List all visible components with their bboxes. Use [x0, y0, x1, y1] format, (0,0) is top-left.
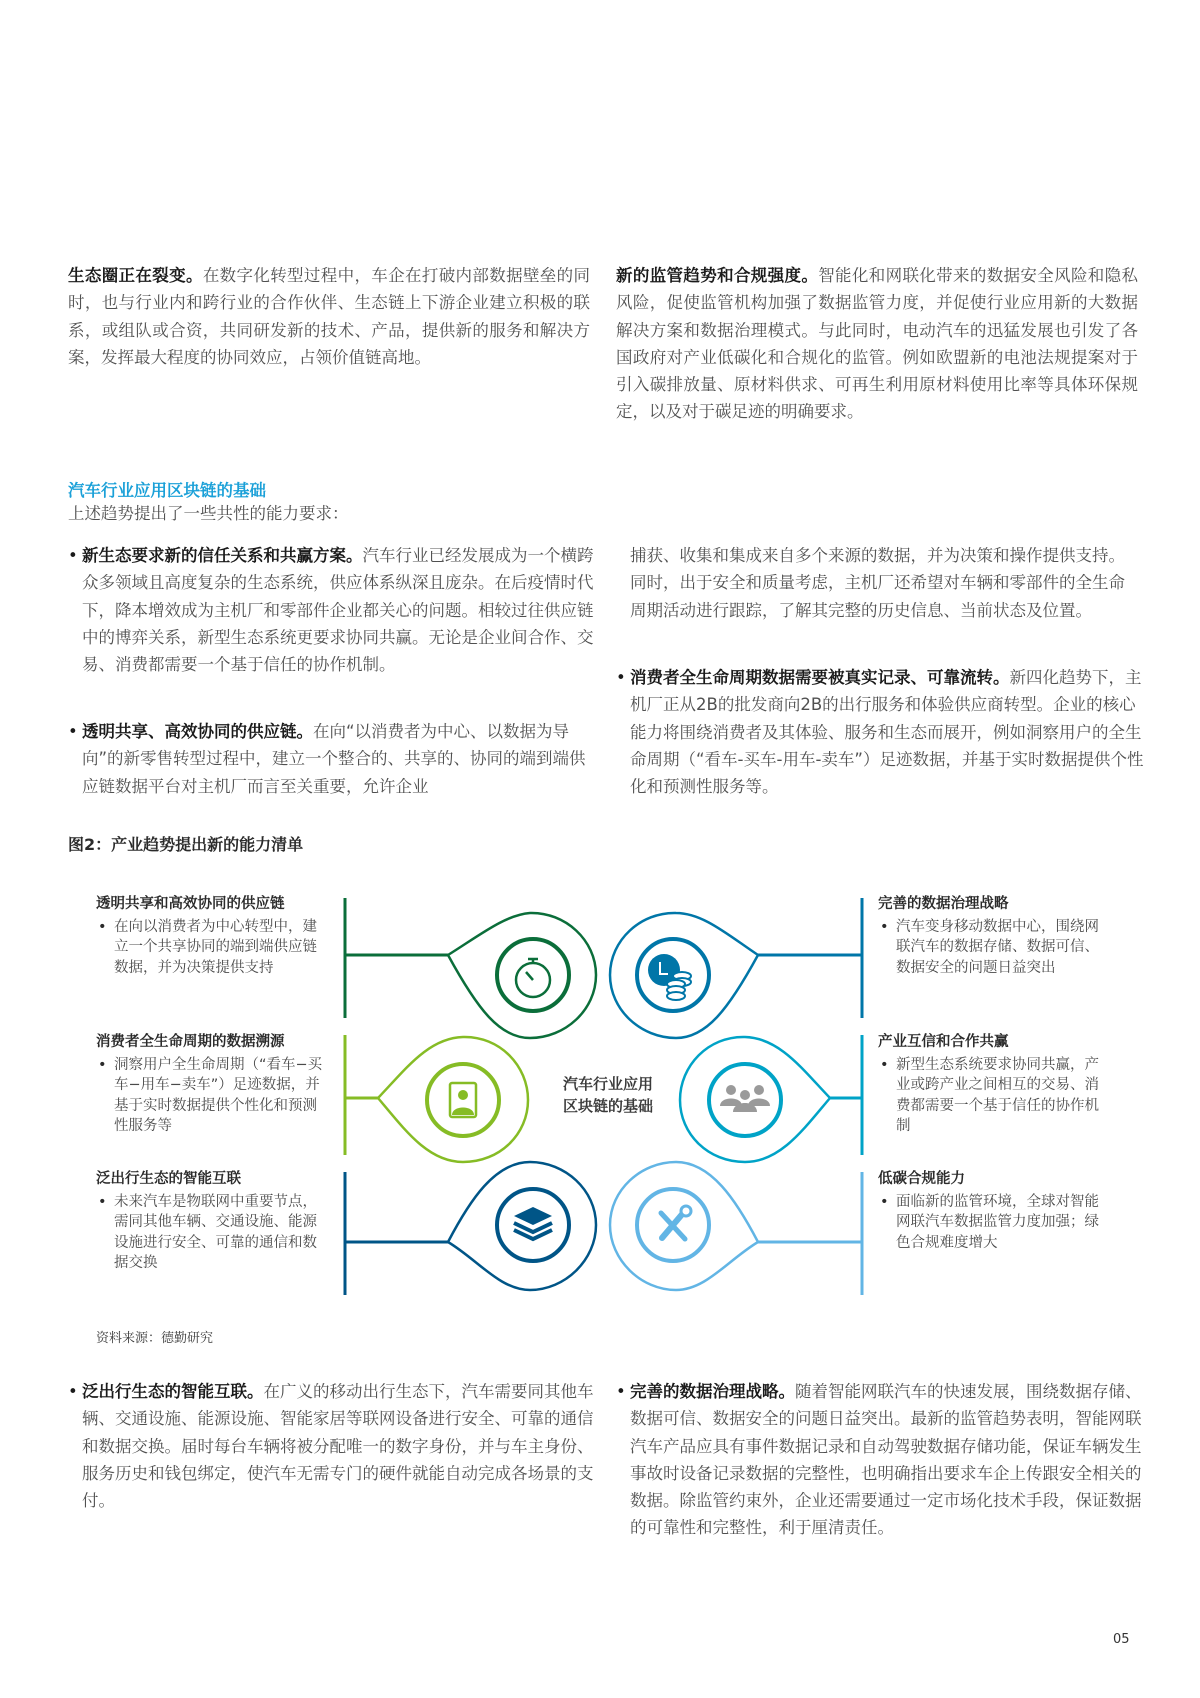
bullet-trust	[68, 542, 594, 678]
drop-supply-chain	[345, 913, 596, 1038]
section-intro: 上述趋势提出了一些共性的能力要求：	[68, 504, 349, 523]
bullet-body: 在向“以消费者为中心、以数据为导向”的新零售转型过程中，建立一个整合的、共享的、协同的端到端供应链数据平台对主机厂而言至关重要，允许企业	[82, 722, 586, 796]
caption-body: • 未来汽车是物联网中重要节点，需同其他车辆、交通设施、能源设施进行安全、可靠的通信和数据交换	[96, 1192, 328, 1274]
bullet-smart-mobility	[68, 1378, 594, 1514]
caption-data-governance	[878, 894, 1110, 978]
bullet-body: 在广义的移动出行生态下，汽车需要同其他车辆、交通设施、能源设施、智能家居等联网设备进行安全、可靠的通信和数据交换。届时每台车辆将被分配唯一的数字身份，并与车主身份、服务历史和钱包绑定，使汽车无需专门的硬件就能自动完成各场景的支付。	[82, 1382, 594, 1511]
caption-body: • 洞察用户全生命周期（“看车−买车−用车−卖车”）足迹数据，并基于实时数据提供个性化和预测性服务等	[96, 1055, 328, 1137]
caption-title: 产业互信和合作共赢	[878, 1034, 1009, 1050]
caption-industry-trust	[878, 1032, 1110, 1137]
center-label-line2: 区块链的基础	[562, 1097, 653, 1115]
stopwatch-icon	[516, 959, 550, 997]
caption-title: 透明共享和高效协同的供应链	[96, 896, 285, 912]
caption-body: • 新型生态系统要求协同共赢，产业或跨产业之间相互的交易、消费都需要一个基于信任的协作机制	[878, 1055, 1110, 1137]
paragraph-body: 智能化和网联化带来的数据安全风险和隐私风险，促使监管机构加强了数据监管力度，并促使行业应用新的大数据解决方案和数据治理模式。与此同时，电动汽车的迅猛发展也引发了各国政府对产业低碳化和合规化的监管。例如欧盟新的电池法规提案对于引入碳排放量、原材料供求、可再生利用原材料使用比率等具体环保规定，以及对于碳足迹的明确要求。	[616, 266, 1139, 422]
caption-body: • 汽车变身移动数据中心，围绕网联汽车的数据存储、数据可信、数据安全的问题日益突出	[878, 917, 1110, 979]
drop-data-governance	[610, 913, 862, 1038]
caption-title: 泛出行生态的智能互联	[96, 1171, 241, 1187]
bullet-data-governance	[616, 1378, 1152, 1542]
bullet-lead: 消费者全生命周期数据需要被真实记录、可靠流转。	[630, 668, 1010, 687]
tablet-user-icon	[450, 1083, 476, 1117]
drop-consumer-lifecycle	[345, 1037, 528, 1162]
bullet-lead: 透明共享、高效协同的供应链。	[82, 722, 313, 741]
caption-supply-chain	[96, 894, 328, 978]
bullet-body: 随着智能网联汽车的快速发展，围绕数据存储、数据可信、数据安全的问题日益突出。最新的监管趋势表明，智能网联汽车产品应具有事件数据记录和自动驾驶数据存储功能，保证车辆发生事故时设备记录数据的完整性，也明确指出要求车企上传跟安全相关的数据。除监管约束外，企业还需要通过一定市场化技术手段，保证数据的可靠性和完整性，利于厘清责任。	[630, 1382, 1142, 1538]
bullet-lead: 新生态要求新的信任关系和共赢方案。	[82, 546, 363, 565]
paragraph-lead: 新的监管趋势和合规强度。	[616, 266, 819, 285]
clock-coins-icon	[648, 954, 691, 1000]
paragraph-ecosystem	[68, 262, 590, 371]
caption-body: • 在向以消费者为中心转型中，建立一个共享协同的端到端供应链数据，并为决策提供支持	[96, 917, 328, 979]
caption-consumer-lifecycle	[96, 1032, 328, 1137]
bullet-lead: 泛出行生态的智能互联。	[82, 1382, 264, 1401]
diagram-center-label	[548, 1073, 668, 1117]
caption-title: 完善的数据治理战略	[878, 896, 1009, 912]
bullet-body: 汽车行业已经发展成为一个横跨众多领域且高度复杂的生态系统，供应体系纵深且庞杂。在后疫情时代下，降本增效成为主机厂和零部件企业都关心的问题。相较过往供应链中的博弈关系，新型生态系统更要求协同共赢。无论是企业间合作、交易、消费都需要一个基于信任的协作机制。	[82, 546, 594, 675]
drop-low-carbon	[610, 1162, 862, 1290]
caption-title: 低碳合规能力	[878, 1171, 965, 1187]
caption-low-carbon	[878, 1169, 1110, 1253]
people-group-icon	[720, 1085, 770, 1112]
page-number: 05	[1113, 1632, 1130, 1647]
paragraph-body: 在数字化转型过程中，车企在打破内部数据壁垒的同时，也与行业内和跨行业的合作伙伴、生态链上下游企业建立积极的联系，或组队或合资，共同研发新的技术、产品，提供新的服务和解决方案，发挥最大程度的协同效应，占领价值链高地。	[68, 266, 591, 367]
section-title: 汽车行业应用区块链的基础	[68, 481, 266, 500]
bullet-body: 新四化趋势下，主机厂正从2B的批发商向2B的出行服务和体验供应商转型。企业的核心能力将围绕消费者及其体验、服务和生态而展开，例如洞察用户的全生命周期（“看车-买车-用车-卖车”）足迹数据，并基于实时数据提供个性化和预测性服务等。	[630, 668, 1144, 797]
bullet-consumer-lifecycle	[616, 664, 1152, 800]
paragraph-regulation	[616, 262, 1138, 426]
drop-smart-mobility	[345, 1162, 596, 1290]
center-label-line1: 汽车行业应用	[562, 1075, 653, 1093]
caption-title: 消费者全生命周期的数据溯源	[96, 1034, 285, 1050]
figure-title: 图2：产业趋势提出新的能力清单	[68, 835, 304, 854]
drop-industry-trust	[680, 1037, 862, 1162]
caption-smart-mobility	[96, 1169, 328, 1274]
figure-source: 资料来源：德勤研究	[96, 1331, 214, 1346]
paragraph-lead: 生态圈正在裂变。	[68, 266, 203, 285]
bullet-supply-chain	[68, 718, 594, 800]
tools-icon	[661, 1206, 691, 1239]
layers-icon	[514, 1207, 552, 1239]
bullet-supply-chain-continuation: 捕获、收集和集成来自多个来源的数据，并为决策和操作提供支持。同时，出于安全和质量考虑，主机厂还希望对车辆和零部件的全生命周期活动进行跟踪，了解其完整的历史信息、当前状态及位置。	[630, 546, 1125, 620]
caption-body: • 面临新的监管环境，全球对智能网联汽车数据监管力度加强；绿色合规难度增大	[878, 1192, 1110, 1254]
bullet-lead: 完善的数据治理战略。	[630, 1382, 795, 1401]
